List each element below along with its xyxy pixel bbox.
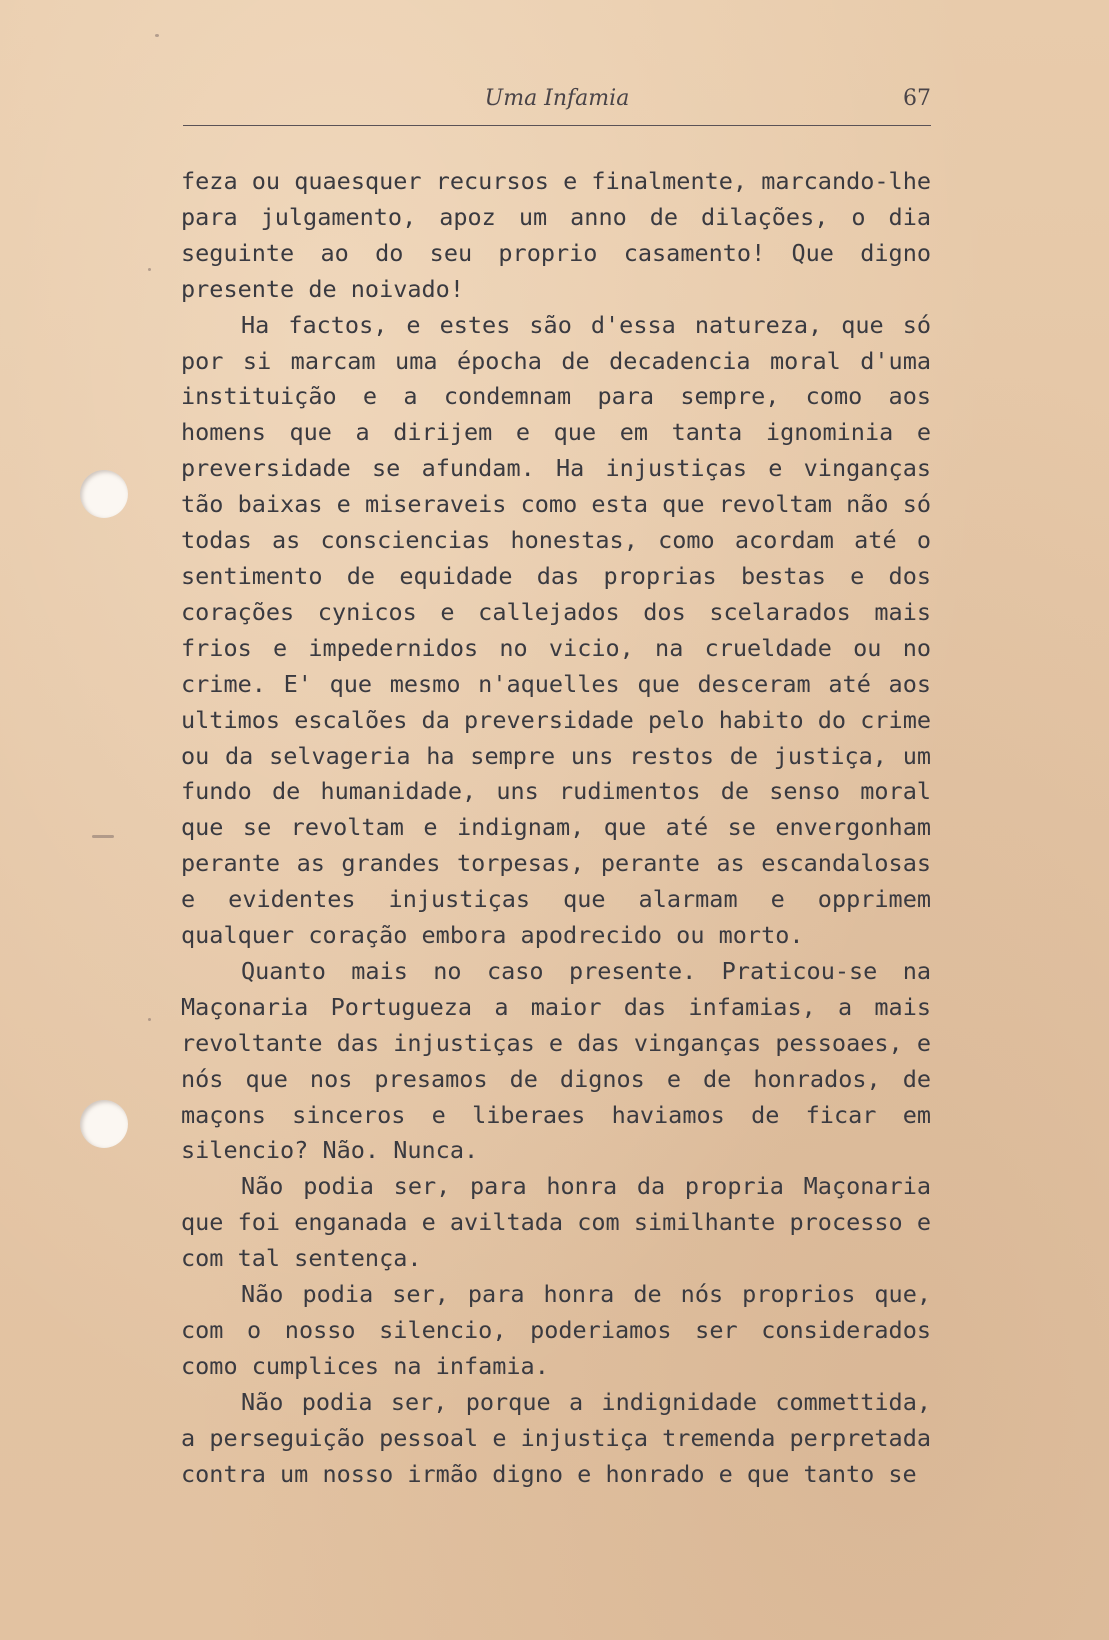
- paper-speck: [155, 34, 159, 37]
- punch-hole: [80, 470, 128, 518]
- page-header: [183, 84, 931, 124]
- paragraph: Ha factos, e estes são d'essa natureza, que só por si marcam uma épocha de decadencia moral d'uma instituição e a condemnam para sempre, como aos homens que a dirijem e que em tanta ignominia e preversidade se afundam. Ha injustiças e vinganças tão baixas e miseraveis como esta que revoltam não só todas as consciencias honestas, como acordam até o sentimento de equidade das proprias bestas e dos corações cynicos e callejados dos scelarados mais frios e impedernidos no vicio, na crueldade ou no crime. E' que mesmo n'aquelles que desceram até aos ultimos escalões da preversidade pelo habito do crime ou da selvageria ha sempre uns restos de justiça, um fundo de humanidade, uns rudimentos de senso moral que se revoltam e indignam, que até se envergonham perante as grandes torpesas, perante as escandalosas e evidentes injustiças que alarmam e opprimem qualquer coração embora apodrecido ou morto.: [181, 310, 931, 950]
- body-text: [181, 164, 931, 1493]
- paper-speck: [92, 835, 114, 838]
- page-number: 67: [903, 86, 931, 111]
- paper-speck: [148, 268, 151, 271]
- paragraph: Não podia ser, para honra de nós proprios que, com o nosso silencio, poderiamos ser considerados como cumplices na infamia.: [181, 1280, 931, 1380]
- paper-speck: [148, 1018, 151, 1021]
- header-rule: [183, 125, 931, 126]
- running-title: Uma Infamia: [484, 86, 630, 111]
- paragraph: Não podia ser, para honra da propria Maçonaria que foi enganada e aviltada com similhante processo e com tal sentença.: [181, 1172, 931, 1273]
- paragraph: Quanto mais no caso presente. Praticou-se na Maçonaria Portugueza a maior das infamias, a mais revoltante das injustiças e das vinganças pessoaes, e nós que nos presamos de dignos e de honrados, de maçons sinceros e liberaes haviamos de ficar em silencio? Não. Nunca.: [181, 956, 931, 1165]
- paragraph: Não podia ser, porque a indignidade commettida, a perseguição pessoal e injustiça tremenda perpretada contra um nosso irmão digno e honrado e que tanto se: [181, 1387, 931, 1488]
- punch-hole: [80, 1100, 128, 1148]
- paragraph: feza ou quaesquer recursos e finalmente, marcando-lhe para julgamento, apoz um anno de dilações, o dia seguinte ao do seu proprio casamento! Que digno presente de noivado!: [181, 167, 931, 303]
